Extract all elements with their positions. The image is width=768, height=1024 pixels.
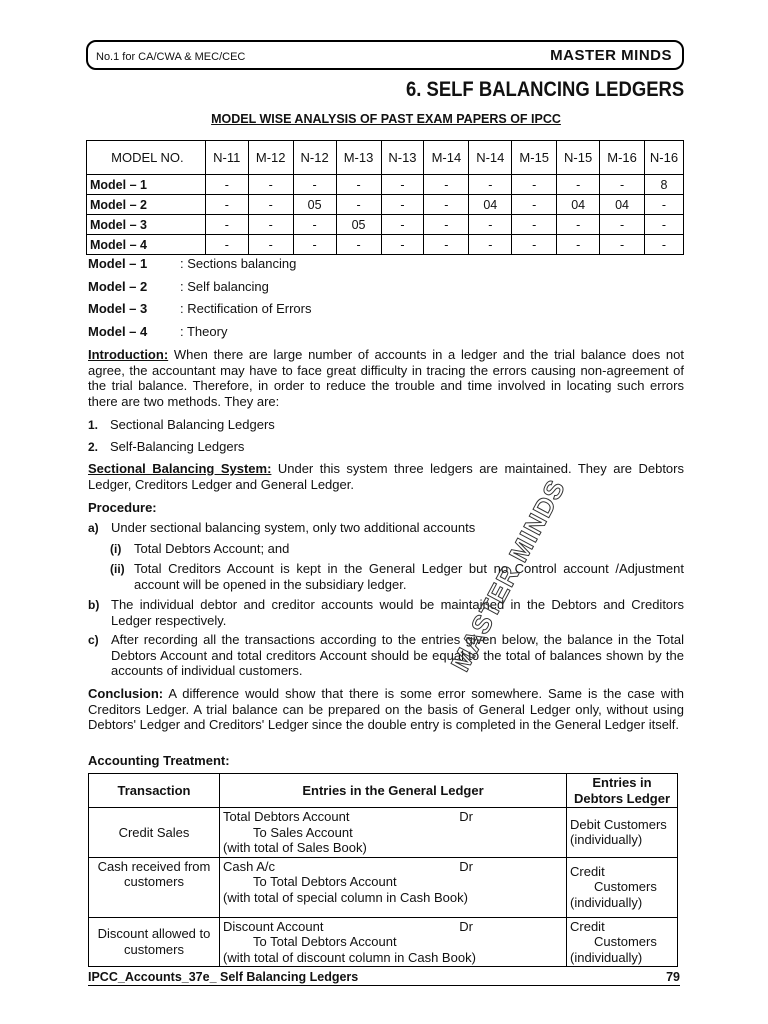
watermark: MASTER MINDS	[444, 474, 572, 677]
entry-dr: Dr	[459, 918, 473, 934]
legend-value: : Self balancing	[180, 278, 269, 294]
table-cell: -	[512, 235, 557, 255]
table-cell: -	[557, 215, 600, 235]
chapter-title: 6. SELF BALANCING LEDGERS	[405, 78, 684, 101]
entry-dr: Dr	[459, 858, 473, 874]
legend-key: Model – 1	[88, 256, 148, 271]
table-header-cell: MODEL NO.	[87, 141, 206, 175]
header-brand: MASTER MINDS	[550, 47, 672, 64]
page-footer	[88, 970, 680, 986]
table-row	[87, 235, 684, 255]
transaction-cell: Credit Sales	[89, 808, 220, 858]
table-cell: -	[469, 235, 512, 255]
model-label-cell: Model – 3	[87, 215, 206, 235]
table-header-cell: N-16	[645, 141, 684, 175]
procedure-label-c: c)	[88, 633, 99, 647]
table-header-cell: N-12	[293, 141, 336, 175]
procedure-b: The individual debtor and creditor accounts would be maintained in the Debtors and Creditors Ledger respectively.	[111, 597, 684, 628]
table-cell: -	[336, 175, 381, 195]
table-cell: -	[424, 215, 469, 235]
method-item: Self-Balancing Ledgers	[110, 439, 245, 454]
accounting-treatment-table	[88, 773, 678, 967]
table-cell: -	[248, 175, 293, 195]
header-tagline: No.1 for CA/CWA & MEC/CEC	[96, 51, 246, 63]
table-header-cell: M-14	[424, 141, 469, 175]
introduction-heading: Introduction:	[88, 347, 169, 362]
table-cell: -	[645, 235, 684, 255]
table-row	[87, 175, 684, 195]
table-header-cell: N-13	[381, 141, 424, 175]
table-cell: -	[248, 195, 293, 215]
debtors-line: Credit	[570, 863, 605, 879]
table-cell: -	[248, 235, 293, 255]
table-header-cell: Entries in the General Ledger	[220, 774, 567, 808]
page-number: 79	[666, 970, 680, 984]
table-cell: -	[381, 215, 424, 235]
footer-title: IPCC_Accounts_37e_ Self Balancing Ledgers	[88, 970, 359, 984]
procedure-label-i: (i)	[110, 542, 122, 556]
table-cell: 05	[293, 195, 336, 215]
running-header	[86, 40, 684, 70]
procedure-ii: Total Creditors Account is kept in the General Ledger but no Control account /Adjustment account will be opened in the subsidiary ledger.	[134, 561, 684, 592]
section-subtitle: MODEL WISE ANALYSIS OF PAST EXAM PAPERS OF IPCC	[211, 112, 561, 126]
entry-note: (with total of special column in Cash Book)	[223, 889, 468, 905]
table-cell: -	[293, 215, 336, 235]
conclusion-heading: Conclusion:	[88, 686, 164, 701]
entry-credit: To Sales Account	[253, 824, 353, 840]
table-cell: -	[600, 235, 645, 255]
table-header-cell: N-11	[205, 141, 248, 175]
model-legend	[88, 256, 312, 346]
legend-row	[88, 279, 312, 302]
legend-value: : Theory	[180, 323, 228, 339]
entry-debit: Cash A/c	[223, 858, 276, 874]
legend-row	[88, 301, 312, 324]
table-cell: -	[205, 195, 248, 215]
table-cell: 04	[600, 195, 645, 215]
table-row	[87, 195, 684, 215]
table-header-cell: Transaction	[89, 774, 220, 808]
table-cell: -	[645, 215, 684, 235]
table-header-cell: M-13	[336, 141, 381, 175]
table-cell: -	[336, 195, 381, 215]
table-cell: -	[645, 195, 684, 215]
legend-value: : Rectification of Errors	[180, 301, 312, 316]
model-label-cell: Model – 1	[87, 175, 206, 195]
debtors-line: Customers	[594, 879, 657, 895]
debtors-line: Credit	[570, 918, 605, 934]
debtors-line: (individually)	[570, 832, 643, 848]
transaction-cell: Cash received from customers	[89, 857, 220, 917]
table-cell: -	[424, 195, 469, 215]
table-cell: 04	[469, 195, 512, 215]
legend-key: Model – 3	[88, 301, 148, 316]
table-header-row	[89, 774, 678, 808]
table-header-cell: N-15	[557, 141, 600, 175]
table-cell: -	[293, 175, 336, 195]
table-cell: -	[381, 175, 424, 195]
legend-value: : Sections balancing	[180, 256, 297, 271]
table-cell: -	[424, 175, 469, 195]
table-cell: -	[512, 215, 557, 235]
ledger-entry-cell	[220, 917, 567, 967]
sectional-paragraph	[88, 461, 684, 492]
legend-key: Model – 2	[88, 278, 148, 294]
procedure-label-a: a)	[88, 521, 99, 535]
conclusion-paragraph	[88, 686, 684, 733]
method-number: 1.	[88, 418, 99, 432]
table-cell: -	[205, 215, 248, 235]
table-header-cell: M-16	[600, 141, 645, 175]
table-cell: -	[248, 215, 293, 235]
entry-credit: To Total Debtors Account	[253, 874, 397, 889]
ledger-entry-cell	[220, 808, 567, 858]
table-header-cell: Entries in Debtors Ledger	[567, 774, 678, 808]
procedure-label-b: b)	[88, 598, 100, 612]
table-cell: -	[600, 215, 645, 235]
legend-key: Model – 4	[88, 323, 148, 339]
legend-row	[88, 324, 312, 347]
method-item: Sectional Balancing Ledgers	[110, 417, 275, 432]
table-header-row	[87, 141, 684, 175]
table-cell: 05	[336, 215, 381, 235]
debtors-line: (individually)	[570, 894, 643, 910]
debtors-line: Debit Customers	[570, 816, 667, 832]
table-header-cell: N-14	[469, 141, 512, 175]
sectional-heading: Sectional Balancing System:	[88, 461, 272, 476]
introduction-paragraph	[88, 347, 684, 409]
entry-debit: Discount Account	[223, 918, 324, 934]
table-cell: -	[469, 175, 512, 195]
table-cell: -	[381, 235, 424, 255]
legend-row	[88, 256, 312, 279]
procedure-c: After recording all the transactions according to the entries given below, the balance in the Total Debtors Account and total creditors Account should be equal to the total of balances shown by the accounts of individual customers.	[111, 632, 684, 679]
procedure-i: Total Debtors Account; and	[134, 541, 290, 556]
procedure-a: Under sectional balancing system, only two additional accounts	[111, 520, 476, 535]
transaction-cell: Discount allowed to customers	[89, 917, 220, 967]
entry-debit: Total Debtors Account	[223, 809, 350, 824]
table-cell: -	[424, 235, 469, 255]
entry-note: (with total of discount column in Cash Book)	[223, 949, 476, 965]
table-row	[89, 857, 678, 917]
debtors-ledger-cell	[567, 917, 678, 967]
table-cell: -	[557, 175, 600, 195]
table-cell: -	[293, 235, 336, 255]
model-label-cell: Model – 2	[87, 195, 206, 215]
debtors-ledger-cell	[567, 808, 678, 858]
entry-note: (with total of Sales Book)	[223, 840, 367, 855]
debtors-line: (individually)	[570, 949, 643, 965]
table-header-cell: M-15	[512, 141, 557, 175]
table-row	[89, 917, 678, 967]
procedure-heading: Procedure:	[88, 500, 157, 515]
table-cell: -	[205, 175, 248, 195]
table-cell: 8	[645, 175, 684, 195]
debtors-line: Customers	[594, 934, 657, 949]
introduction-text: When there are large number of accounts in a ledger and the trial balance does not agree, the accountant may have to face great difficulty in tracing the errors causing non-agreement of the trial balance. Therefore, in order to reduce the trouble and time involved in locating such errors there are two methods. They are:	[88, 347, 684, 409]
table-cell: -	[336, 235, 381, 255]
entry-credit: To Total Debtors Account	[253, 934, 397, 949]
table-cell: -	[557, 235, 600, 255]
model-analysis-table	[86, 140, 684, 255]
ledger-entry-cell	[220, 857, 567, 917]
table-cell: -	[600, 175, 645, 195]
procedure-label-ii: (ii)	[110, 562, 125, 576]
sectional-text: Under this system three ledgers are maintained. They are Debtors Ledger, Creditors Ledger and General Ledger.	[88, 461, 684, 492]
table-cell: 04	[557, 195, 600, 215]
table-row	[89, 808, 678, 858]
method-number: 2.	[88, 440, 99, 454]
table-cell: -	[381, 195, 424, 215]
model-label-cell: Model – 4	[87, 235, 206, 255]
entry-dr: Dr	[459, 809, 473, 824]
table-cell: -	[512, 175, 557, 195]
table-cell: -	[205, 235, 248, 255]
debtors-ledger-cell	[567, 857, 678, 917]
table-cell: -	[512, 195, 557, 215]
table-cell: -	[469, 215, 512, 235]
table-header-cell: M-12	[248, 141, 293, 175]
table-row	[87, 215, 684, 235]
conclusion-text: A difference would show that there is some error somewhere. Same is the case with Creditors Ledger. A trial balance can be prepared on the basis of General Ledger only, without using Debtors' Ledger and Creditors' Ledger since the double entry is completed in the General Ledger itself.	[88, 686, 684, 733]
accounting-heading: Accounting Treatment:	[88, 753, 230, 768]
